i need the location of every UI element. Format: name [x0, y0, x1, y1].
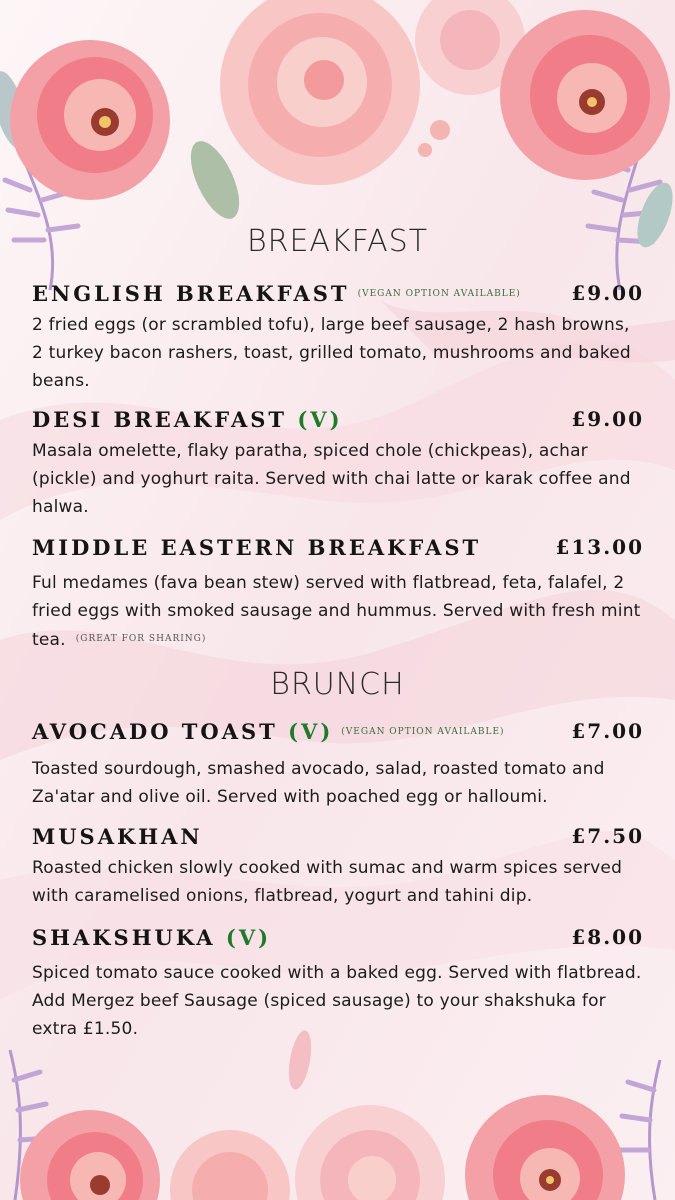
- vegetarian-marker: (V): [297, 407, 343, 432]
- item-name: [32, 719, 505, 744]
- menu-item-musakhan: [32, 824, 644, 910]
- item-price: £9.00: [571, 407, 644, 431]
- vegetarian-marker: (V): [225, 925, 272, 950]
- menu-item-avocado-toast: [32, 719, 644, 811]
- item-description: Spiced tomato sauce cooked with a baked egg. Served with flatbread. Add Mergez beef Sausage (spiced sausage) to your shakshuka for extra £1.50.: [32, 963, 642, 1039]
- item-price: £8.00: [571, 925, 644, 949]
- vegetarian-marker: (V): [288, 719, 334, 744]
- item-name: MUSAKHAN: [32, 824, 203, 849]
- item-name-text: DESI BREAKFAST: [32, 407, 288, 432]
- item-description-text: Ful medames (fava bean stew) served with flatbread, feta, falafel, 2 fried eggs with smoked sausage and hummus. Served with fresh mint tea.: [32, 573, 641, 650]
- section-title-brunch: BRUNCH: [270, 667, 405, 702]
- item-name-text: AVOCADO TOAST: [32, 719, 278, 744]
- item-price: £9.00: [571, 281, 644, 305]
- item-description: Masala omelette, flaky paratha, spiced chole (chickpeas), achar (pickle) and yoghurt raita. Served with chai latte or karak coffee and halwa.: [32, 441, 631, 517]
- item-description: Roasted chicken slowly cooked with sumac and warm spices served with caramelised onions, flatbread, yogurt and tahini dip.: [32, 858, 623, 906]
- item-description: [32, 569, 644, 654]
- item-name: MIDDLE EASTERN BREAKFAST: [32, 535, 482, 560]
- section-title-breakfast: BREAKFAST: [246, 224, 429, 259]
- menu-item-middle-eastern-breakfast: [32, 535, 644, 654]
- item-note: (VEGAN OPTION AVAILABLE): [357, 289, 521, 299]
- menu-item-desi-breakfast: [32, 407, 644, 521]
- item-name: [32, 925, 271, 950]
- item-name-text: ENGLISH BREAKFAST: [32, 281, 350, 306]
- menu-item-english-breakfast: [32, 281, 644, 395]
- menu-item-shakshuka: [32, 925, 644, 1043]
- item-note: (VEGAN OPTION AVAILABLE): [341, 727, 505, 737]
- item-name: [32, 281, 521, 306]
- item-name-text: SHAKSHUKA: [32, 925, 216, 950]
- item-note: (GREAT FOR SHARING): [75, 634, 207, 644]
- item-price: £7.00: [571, 719, 644, 743]
- item-price: £7.50: [571, 824, 644, 848]
- item-description: Toasted sourdough, smashed avocado, salad, roasted tomato and Za'atar and olive oil. Served with poached egg or halloumi.: [32, 759, 605, 807]
- item-description: 2 fried eggs (or scrambled tofu), large beef sausage, 2 hash browns, 2 turkey bacon rashers, toast, grilled tomato, mushrooms and baked beans.: [32, 315, 631, 391]
- item-name: [32, 407, 343, 432]
- item-price: £13.00: [555, 535, 644, 559]
